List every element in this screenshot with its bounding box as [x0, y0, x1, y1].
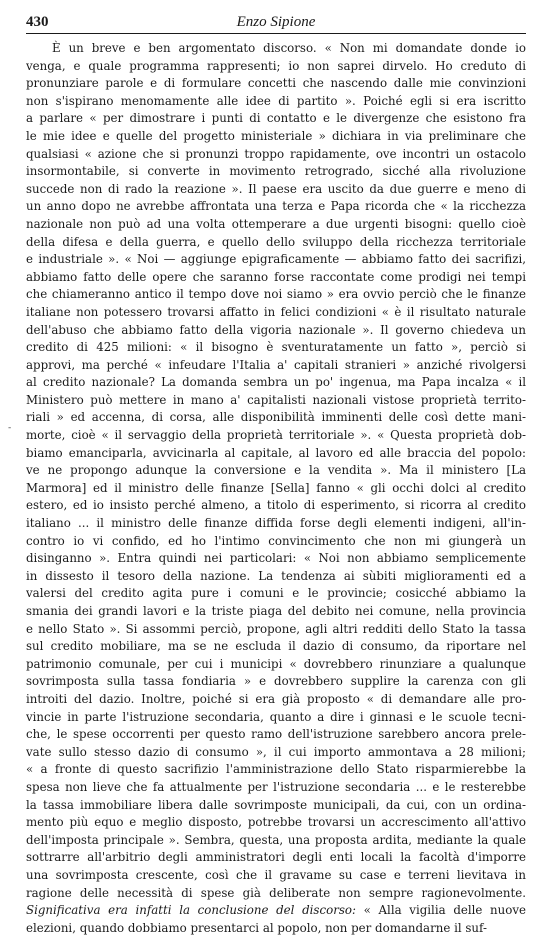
- text-line: pronunziare parole e di formulare concetti che nascendo dalle mie convinzioni: [26, 76, 526, 91]
- text-line: che, le spese occorrenti per questo ramo dell'istruzione sarebbero ancora prele-: [26, 727, 526, 742]
- text-line: mento più equo e meglio disposto, potrebbe trovarsi un accrescimento all'attivo: [26, 815, 526, 830]
- text-line: della difesa e della guerra, e quello dello sviluppo della ricchezza territoriale: [26, 234, 526, 249]
- text-line: È un breve e ben argomentato discorso. « Non mi domandate donde io: [52, 41, 526, 55]
- text-line: venga, e quale programma rappresenti; io non saprei dirvelo. Ho creduto di: [26, 58, 526, 73]
- text-line: a parlare « per dimostrare i punti di contatto e le divergenze che esistono fra: [26, 111, 526, 126]
- text-line: qualsiasi « azione che si pronunzi troppo rapidamente, ove incontri un ostacolo: [26, 146, 526, 161]
- text-line: italiane non potessero trovarsi affatto in felici condizioni « è il risultato naturale: [26, 304, 526, 319]
- text-line: abbiamo fatto delle opere che saranno forse raccontate come prodigi nei tempi: [26, 269, 526, 284]
- text-line: una sovrimposta crescente, così che il gravame su case e terreni lievitava in: [26, 867, 526, 882]
- conclusion-quote-start: « Alla vigilia delle nuove: [355, 903, 526, 918]
- text-line: Marmora] ed il ministro delle finanze [Sella] fanno « gli occhi dolci al credito: [26, 480, 526, 495]
- text-line: al credito nazionale? La domanda sembra un po' ingenua, ma Papa incalza « il: [26, 375, 526, 390]
- text-line: non s'ispirano menomamente alle idee di partito ». Poiché egli si era iscritto: [26, 93, 526, 108]
- text-line: introiti del dazio. Inoltre, poiché si era già proposto « di demandare alle pro-: [26, 691, 526, 706]
- page-header: [26, 14, 526, 34]
- text-line: estero, ed io insisto perché almeno, a titolo di esperimento, si ricorra al credito: [26, 498, 526, 513]
- conclusion-italic-phrase: Significativa era infatti la conclusione del discorso:: [26, 903, 356, 918]
- text-line: vincie in parte l'istruzione secondaria, quanto a dire i ginnasi e le scuole tecni-: [26, 709, 526, 724]
- text-line: credito di 425 milioni: « il bisogno è sventuratamente un fatto », perciò si: [26, 340, 526, 355]
- text-line: sul credito mobiliare, ma se ne escluda il dazio di consumo, da riportare nel: [26, 639, 526, 654]
- text-line: « a fronte di questo sacrifizio l'amministrazione dello Stato risparmierebbe la: [26, 762, 526, 777]
- text-line: dell'abuso che abbiamo fatto della vigoria nazionale ». Il governo chiedeva un: [26, 322, 526, 337]
- text-line: e industriale ». « Noi — aggiunge epigraficamente — abbiamo fatto dei sacrifizi,: [26, 252, 526, 267]
- body-text: [26, 40, 526, 937]
- text-line: riali » ed accenna, di corsa, alle disponibilità imminenti delle così dette mani-: [26, 410, 526, 425]
- text-line: vate sullo stesso dazio di consumo », il cui importo ammontava a 28 milioni;: [26, 744, 526, 759]
- text-line: approvi, ma perché « infeudare l'Italia a' capitali stranieri » anziché rivolgersi: [26, 357, 526, 372]
- text-line: nazionale non può ad una volta ottemperare a due urgenti bisogni: quello cioè: [26, 216, 526, 231]
- text-line: elezioni, quando dobbiamo presentarci al popolo, non per domandarne il suf-: [26, 920, 487, 935]
- text-line: che chiameranno antico il tempo dove noi siamo » era ovvio perciò che le finanze: [26, 287, 526, 302]
- text-line: disinganno ». Entra quindi nei particolari: « Noi non abbiamo semplicemente: [26, 551, 526, 566]
- header-rule: [26, 33, 526, 34]
- text-line: ragione delle necessità di spese già deliberate non sempre ragionevolmente.: [26, 885, 526, 900]
- text-line: dell'imposta principale ». Sembra, questa, una proposta ardita, mediante la quale: [26, 832, 526, 847]
- margin-mark: -: [8, 423, 12, 433]
- running-head: Enzo Sipione: [236, 14, 316, 30]
- text-line: un anno dopo ne avrebbe affrontata una terza e Papa ricorda che « la ricchezza: [26, 199, 526, 214]
- text-line: insormontabile, si converte in movimento retrogrado, sicché alla rivoluzione: [26, 164, 526, 179]
- text-line: succede non di rado la reazione ». Il paese era uscito da due guerre e meno di: [26, 181, 526, 196]
- text-line: sovrimposta sulla tassa fondiaria » e dovrebbero supplire la carenza con gli: [26, 674, 526, 689]
- text-line: biamo emanciparla, avvicinarla al capitale, al lavoro ed alle braccia del popolo:: [26, 445, 526, 460]
- text-line-conclusion: [26, 902, 526, 920]
- text-line: sottrarre all'arbitrio degli amministratori degli enti locali la facoltà d'imporre: [26, 850, 526, 865]
- text-line: italiano ... il ministro delle finanze diffida forse degli elementi indigeni, all'in-: [26, 516, 526, 531]
- text-line: le mie idee e quelle del progetto ministeriale » dichiara in via preliminare che: [26, 128, 526, 143]
- text-line: la tassa immobiliare libera dalle sovrimposte municipali, da cui, con un ordina-: [26, 797, 526, 812]
- text-line: smania dei grandi lavori e la triste piaga del debito nei comune, nella provincia: [26, 604, 526, 618]
- text-line: e nello Stato ». Si assommi perciò, propone, agli altri redditi dello Stato la tassa: [26, 621, 526, 636]
- text-line: spesa non lieve che fa attualmente per l'istruzione secondaria ... e le resterebbe: [26, 779, 526, 794]
- text-line: valersi del credito agita pure i comuni e le provincie; cosicché abbiamo la: [26, 586, 526, 601]
- page-number: 430: [26, 14, 49, 30]
- text-line: Ministero può mettere in mano a' capitalisti nazionali vistose proprietà territo-: [26, 392, 526, 407]
- text-line: patrimonio comunale, per cui i municipi « dovrebbero rinunziare a qualunque: [26, 656, 526, 671]
- text-line: contro io vi confido, ed ho l'intimo convincimento che non mi giungerà un: [26, 533, 526, 548]
- text-line: in dissesto il tesoro della nazione. La tendenza ai sùbiti miglioramenti ed a: [26, 568, 526, 583]
- text-line: morte, cioè « il servaggio della proprietà territoriale ». « Questa proprietà dob-: [26, 428, 526, 443]
- text-line: ve ne propongo adunque la conversione e la vendita ». Ma il ministero [La: [26, 463, 526, 478]
